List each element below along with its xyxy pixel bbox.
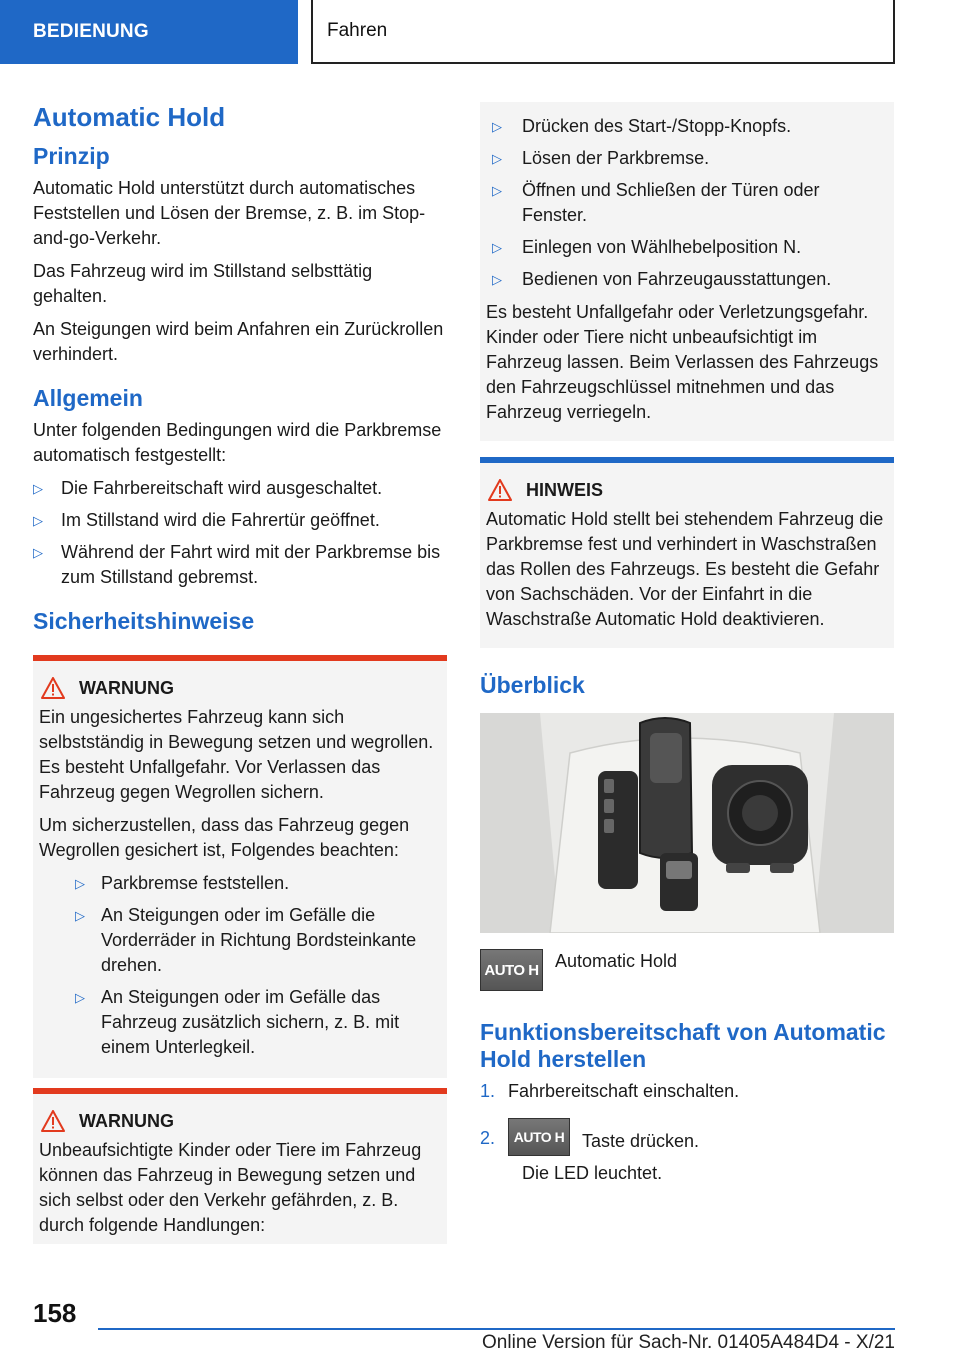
list-item: ▷ An Steigungen oder im Gefälle die Vorderräder in Richtung Bordsteinkante drehen. xyxy=(75,905,417,975)
allgemein-list xyxy=(33,476,447,590)
warning-paragraph: Um sicherzustellen, dass das Fahrzeug gegen Wegrollen gesichert ist, Folgendes beachten: xyxy=(39,815,410,860)
figure-legend xyxy=(480,949,894,991)
list-item: ▷ Bedienen von Fahrzeugausstattungen. xyxy=(486,267,888,292)
note-box xyxy=(480,457,894,648)
note-paragraph: Automatic Hold stellt bei stehendem Fahrzeug die Parkbremse fest und verhindert in Waschstraßen das Rollen des Fahrzeugs. Es besteht die Gefahr von Sachschäden. Vor der Einfahrt in die Waschstraße Automatic Hold deaktivieren. xyxy=(486,509,884,629)
bullet-triangle-icon: ▷ xyxy=(492,272,502,287)
page-title: Automatic Hold xyxy=(33,102,226,132)
warning-box-1 xyxy=(33,655,447,1078)
heading-funktionsbereitschaft: Funktionsbereitschaft von Automatic Hold herstellen xyxy=(480,1019,886,1072)
prinzip-paragraph-2: Das Fahrzeug wird im Stillstand selbsttätig gehalten. xyxy=(33,261,373,306)
left-column xyxy=(33,102,447,1244)
warning-title: WARNUNG xyxy=(79,677,174,698)
bullet-triangle-icon: ▷ xyxy=(492,119,502,134)
page-number: 158 xyxy=(33,1298,77,1328)
bullet-triangle-icon: ▷ xyxy=(33,545,43,560)
figure-caption: Automatic Hold xyxy=(555,951,678,971)
warning-triangle-icon xyxy=(41,677,65,699)
bullet-triangle-icon: ▷ xyxy=(33,481,43,496)
bullet-triangle-icon: ▷ xyxy=(492,240,502,255)
heading-sicherheitshinweise: Sicherheitshinweise xyxy=(33,608,255,634)
warning-triangle-icon xyxy=(41,1110,65,1132)
warning-list xyxy=(39,871,441,1060)
step-2-result: Die LED leuchtet. xyxy=(522,1163,663,1183)
center-console-photo xyxy=(480,713,894,933)
warning-paragraph: Es besteht Unfallgefahr oder Verletzungsgefahr. Kinder oder Tiere nicht unbeaufsichtigt im Fahrzeug lassen. Beim Verlassen des Fahrzeugs den Fahrzeugschlüssel mitnehmen und das Fahrzeug verriegeln. xyxy=(486,302,879,422)
note-title: HINWEIS xyxy=(526,479,604,500)
auto-hold-button-icon: AUTO H xyxy=(480,949,543,991)
step-item: 2. AUTO H Taste drücken. xyxy=(480,1118,894,1156)
bullet-triangle-icon: ▷ xyxy=(33,513,43,528)
list-item: ▷ Einlegen von Wählhebelposition N. xyxy=(486,235,888,260)
warning-triangle-icon xyxy=(488,479,512,501)
chapter-title: Fahren xyxy=(327,20,388,41)
list-item: ▷ Im Stillstand wird die Fahrertür geöffnet. xyxy=(33,508,447,533)
bullet-triangle-icon: ▷ xyxy=(75,990,85,1005)
chapter-tab xyxy=(311,0,895,64)
footer-version-text: Online Version für Sach-Nr. 01405A484D4 - X/21 xyxy=(482,1332,895,1353)
list-item: ▷ Die Fahrbereitschaft wird ausgeschaltet. xyxy=(33,476,447,501)
heading-allgemein: Allgemein xyxy=(33,385,143,411)
auto-hold-button-icon: AUTO H xyxy=(508,1118,570,1156)
bullet-triangle-icon: ▷ xyxy=(75,876,85,891)
warning-title: WARNUNG xyxy=(79,1110,174,1131)
warning-box-2 xyxy=(33,1088,447,1244)
list-item: ▷ Lösen der Parkbremse. xyxy=(486,146,888,171)
footer-divider xyxy=(98,1328,895,1330)
bullet-triangle-icon: ▷ xyxy=(492,183,502,198)
list-item: ▷ Während der Fahrt wird mit der Parkbremse bis zum Stillstand gebremst. xyxy=(33,542,441,587)
section-tab xyxy=(0,0,298,64)
steps-list xyxy=(480,1079,894,1156)
step-item: 1. Fahrbereitschaft einschalten. xyxy=(480,1081,740,1101)
prinzip-paragraph-1: Automatic Hold unterstützt durch automatisches Feststellen und Lösen der Bremse, z. B. im Stop-and-go-Verkehr. xyxy=(33,178,426,248)
right-column xyxy=(480,102,894,1184)
allgemein-intro: Unter folgenden Bedingungen wird die Parkbremse automatisch festgestellt: xyxy=(33,420,442,465)
heading-prinzip: Prinzip xyxy=(33,143,110,169)
warning-list xyxy=(486,114,888,292)
prinzip-paragraph-3: An Steigungen wird beim Anfahren ein Zurückrollen verhindert. xyxy=(33,319,444,364)
bullet-triangle-icon: ▷ xyxy=(492,151,502,166)
list-item: ▷ Parkbremse feststellen. xyxy=(39,871,441,896)
list-item: ▷ Drücken des Start-/Stopp-Knopfs. xyxy=(486,114,888,139)
warning-paragraph: Unbeaufsichtigte Kinder oder Tiere im Fahrzeug können das Fahrzeug in Bewegung setzen und sich selbst oder den Verkehr gefährden, z. B. durch folgende Handlungen: xyxy=(39,1140,422,1235)
warning-box-2-continued xyxy=(480,102,894,441)
heading-ueberblick: Überblick xyxy=(480,672,585,698)
bullet-triangle-icon: ▷ xyxy=(75,908,85,923)
center-console-illustration xyxy=(480,713,894,933)
section-title: BEDIENUNG xyxy=(33,21,149,42)
warning-paragraph: Ein ungesichertes Fahrzeug kann sich selbstständig in Bewegung setzen und wegrollen. Es besteht Unfallgefahr. Vor Verlassen das Fahrzeug gegen Wegrollen sichern. xyxy=(39,707,434,802)
list-item: ▷ An Steigungen oder im Gefälle das Fahrzeug zusätzlich sichern, z. B. mit einem Unterlegkeil. xyxy=(75,987,400,1057)
list-item: ▷ Öffnen und Schließen der Türen oder Fenster. xyxy=(492,180,820,225)
